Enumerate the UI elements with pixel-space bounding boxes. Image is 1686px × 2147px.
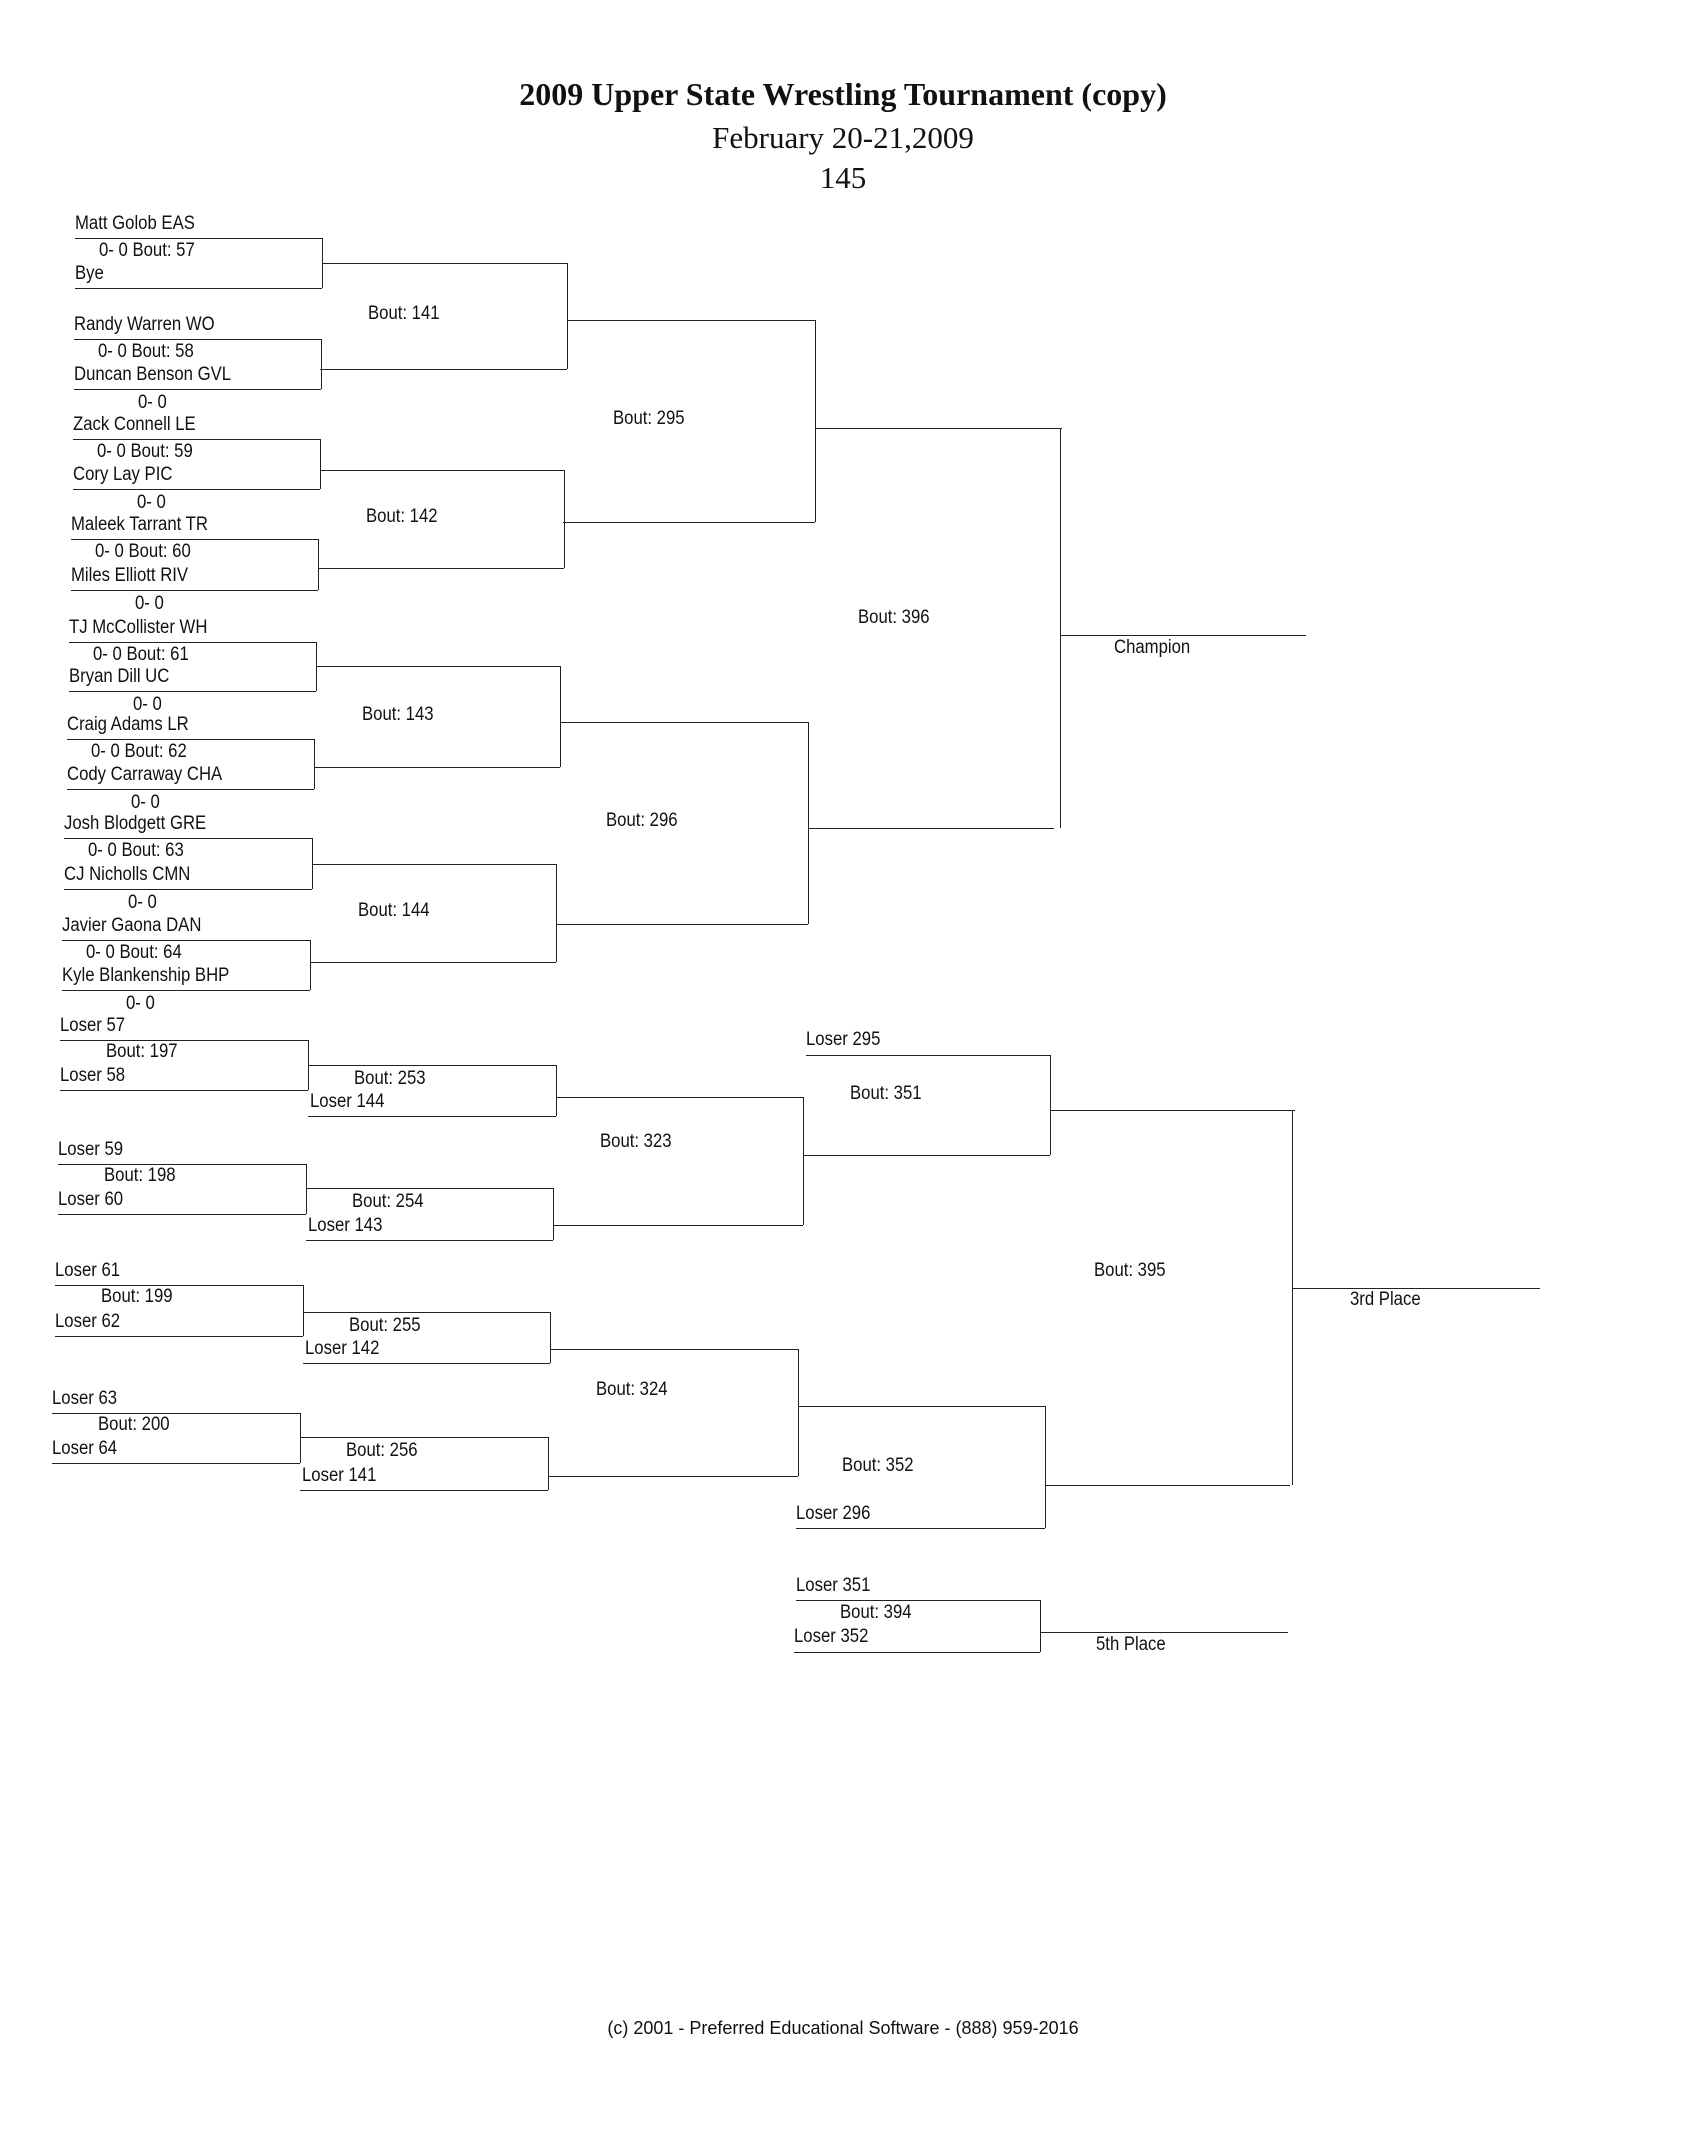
bracket-line [320, 470, 564, 471]
bracket-line [58, 1214, 306, 1215]
bout-label: Bout: 395 [1094, 1260, 1166, 1281]
bracket-line [312, 864, 556, 865]
fifth-place-label: 5th Place [1096, 1634, 1166, 1655]
bracket-line [60, 1090, 308, 1091]
consolation-source: Loser 142 [305, 1338, 380, 1359]
wrestler-name: Cory Lay PIC [73, 464, 173, 485]
consolation-source: Loser 60 [58, 1189, 124, 1210]
bracket-line [796, 1600, 1040, 1601]
consolation-source: Loser 64 [52, 1438, 118, 1459]
bracket-line [1050, 1055, 1051, 1155]
bracket-line [556, 924, 808, 925]
bout-label: Bout: 200 [98, 1414, 170, 1435]
bracket-line [564, 470, 565, 568]
consolation-source: Loser 63 [52, 1388, 118, 1409]
match-bout-label: 0- 0 Bout: 62 [91, 741, 187, 762]
bracket-line [808, 722, 809, 924]
bracket-line [55, 1336, 303, 1337]
wrestler-line [75, 288, 322, 289]
wrestler-line [73, 489, 320, 490]
match-bout-label: 0- 0 Bout: 61 [93, 644, 189, 665]
bout-label: Bout: 351 [850, 1083, 922, 1104]
bracket-line [1050, 1110, 1295, 1111]
wrestler-name: Javier Gaona DAN [62, 915, 202, 936]
consolation-source: Loser 59 [58, 1139, 124, 1160]
bracket-line [306, 1164, 307, 1214]
bracket-line [803, 1097, 804, 1225]
bracket-line [798, 1349, 799, 1476]
consolation-source: Loser 351 [796, 1575, 871, 1596]
bout-label: Bout: 295 [613, 408, 685, 429]
consolation-source: Loser 61 [55, 1260, 121, 1281]
bracket-line [803, 1155, 1050, 1156]
wrestler-name: Randy Warren WO [74, 314, 215, 335]
wrestler-record: 0- 0 [137, 492, 166, 513]
wrestler-record: 0- 0 [133, 694, 162, 715]
wrestler-name: Duncan Benson GVL [74, 364, 232, 385]
bracket-line [321, 339, 322, 389]
consolation-source: Loser 143 [308, 1215, 383, 1236]
wrestler-name: Bye [75, 263, 104, 284]
bracket-line [550, 1312, 551, 1363]
match-bout-label: 0- 0 Bout: 59 [97, 441, 193, 462]
bracket-line [310, 962, 556, 963]
bracket-line [553, 1225, 803, 1226]
bracket-line [300, 1490, 548, 1491]
bracket-line [318, 568, 564, 569]
bracket-line [550, 1349, 798, 1350]
consolation-source: Loser 296 [796, 1503, 871, 1524]
bracket-line [815, 428, 1062, 429]
wrestler-line [64, 889, 312, 890]
consolation-source: Loser 141 [302, 1465, 377, 1486]
fifth-place-line [1040, 1632, 1288, 1633]
bracket-line [815, 320, 816, 522]
wrestler-name: Cody Carraway CHA [67, 764, 223, 785]
bracket-line [808, 828, 1054, 829]
bracket-line [567, 320, 815, 321]
bracket-line [60, 1040, 308, 1041]
wrestler-name: Josh Blodgett GRE [64, 813, 207, 834]
wrestler-name: Matt Golob EAS [75, 213, 195, 234]
bracket-line [58, 1164, 306, 1165]
bracket-line [306, 1240, 553, 1241]
wrestler-name: TJ McCollister WH [69, 617, 208, 638]
match-bout-label: 0- 0 Bout: 60 [95, 541, 191, 562]
bracket-line [300, 1437, 548, 1438]
bout-label: Bout: 143 [362, 703, 434, 725]
bout-label: Bout: 199 [101, 1286, 173, 1307]
wrestler-record: 0- 0 [135, 593, 164, 614]
consolation-source: Loser 352 [794, 1626, 869, 1647]
wrestler-record: 0- 0 [138, 392, 167, 413]
bracket-line [556, 1065, 557, 1116]
bracket-line [55, 1285, 303, 1286]
bracket-line [796, 1528, 1045, 1529]
bout-label: Bout: 198 [104, 1165, 176, 1186]
bracket-line [320, 369, 567, 370]
bracket-line [322, 263, 567, 264]
bracket-line [308, 1065, 556, 1066]
wrestler-name: Kyle Blankenship BHP [62, 965, 230, 986]
weight-class: 145 [819, 160, 867, 195]
match-bout-label: 0- 0 Bout: 63 [88, 840, 184, 861]
bout-label: Bout: 394 [840, 1602, 912, 1623]
wrestler-line [71, 539, 318, 540]
page-title: 2009 Upper State Wrestling Tournament (copy) [519, 76, 1167, 112]
wrestler-line [69, 691, 316, 692]
bracket-line [560, 722, 808, 723]
bout-label: Bout: 324 [596, 1379, 668, 1400]
wrestler-line [62, 940, 310, 941]
consolation-source: Loser 57 [60, 1015, 126, 1036]
match-bout-label: 0- 0 Bout: 58 [98, 341, 194, 362]
bout-label: Bout: 396 [858, 607, 930, 628]
wrestler-line [67, 739, 314, 740]
bout-label: Bout: 323 [600, 1131, 672, 1152]
bracket-line [567, 263, 568, 369]
footer-copyright: (c) 2001 - Preferred Educational Software - (888) 959-2016 [607, 2018, 1079, 2038]
bracket-line [560, 666, 561, 767]
wrestler-line [64, 838, 312, 839]
bout-label: Bout: 255 [349, 1315, 421, 1336]
bout-label: Bout: 144 [358, 900, 430, 921]
tournament-date: February 20-21,2009 [712, 120, 974, 155]
bout-label: Bout: 296 [606, 810, 678, 831]
wrestler-line [74, 389, 321, 390]
bracket-line [310, 940, 311, 990]
wrestler-name: Maleek Tarrant TR [71, 514, 208, 535]
consolation-source: Loser 62 [55, 1311, 121, 1332]
bracket-line [300, 1413, 301, 1463]
wrestler-name: Bryan Dill UC [69, 666, 170, 687]
bout-label: Bout: 197 [106, 1041, 178, 1062]
bracket-line [318, 539, 319, 590]
wrestler-name: CJ Nicholls CMN [64, 864, 191, 885]
bracket-line [303, 1363, 550, 1364]
bracket-line [1292, 1110, 1293, 1485]
champion-line [1060, 635, 1306, 636]
bracket-line [308, 1116, 556, 1117]
bracket-line [1045, 1406, 1046, 1528]
bracket-line [563, 522, 815, 523]
wrestler-name: Zack Connell LE [73, 414, 196, 435]
wrestler-line [67, 789, 314, 790]
bout-label: Bout: 141 [368, 303, 440, 324]
consolation-source: Loser 58 [60, 1065, 126, 1086]
bracket-line [52, 1413, 300, 1414]
wrestler-record: 0- 0 [128, 892, 157, 913]
bracket-line [553, 1188, 554, 1240]
champion-label: Champion [1114, 637, 1191, 658]
wrestler-line [75, 238, 322, 239]
wrestler-record: 0- 0 [126, 993, 155, 1014]
match-bout-label: 0- 0 Bout: 57 [99, 240, 195, 261]
bracket-line [314, 739, 315, 789]
bracket-line [320, 439, 321, 489]
wrestler-line [71, 590, 318, 591]
consolation-source: Loser 295 [806, 1029, 881, 1050]
bracket-line [303, 1285, 304, 1336]
bracket-line [806, 1055, 1050, 1056]
wrestler-name: Miles Elliott RIV [71, 565, 189, 586]
match-bout-label: 0- 0 Bout: 64 [86, 942, 182, 963]
bracket-line [556, 1097, 803, 1098]
bracket-line [1060, 428, 1061, 828]
wrestler-record: 0- 0 [131, 792, 160, 813]
bracket-line [798, 1406, 1045, 1407]
third-place-label: 3rd Place [1350, 1289, 1421, 1310]
bracket-line [303, 1312, 550, 1313]
bracket-line [1045, 1485, 1290, 1486]
bracket-line [52, 1463, 300, 1464]
bracket-line [306, 1188, 553, 1189]
bout-label: Bout: 142 [366, 506, 438, 527]
consolation-source: Loser 144 [310, 1091, 385, 1112]
bracket-line [314, 767, 560, 768]
bout-label: Bout: 253 [354, 1068, 426, 1089]
bout-label: Bout: 254 [352, 1191, 424, 1212]
bracket-line [556, 864, 557, 962]
bout-label: Bout: 352 [842, 1455, 914, 1476]
bout-label: Bout: 256 [346, 1440, 418, 1461]
wrestler-name: Craig Adams LR [67, 714, 189, 735]
bracket-line [316, 666, 560, 667]
wrestler-line [69, 642, 316, 643]
wrestler-line [62, 990, 310, 991]
wrestler-line [73, 439, 320, 440]
bracket-line [548, 1437, 549, 1490]
bracket-line [1040, 1600, 1041, 1652]
bracket-line [794, 1652, 1040, 1653]
wrestler-line [74, 339, 321, 340]
bracket-line [548, 1476, 798, 1477]
